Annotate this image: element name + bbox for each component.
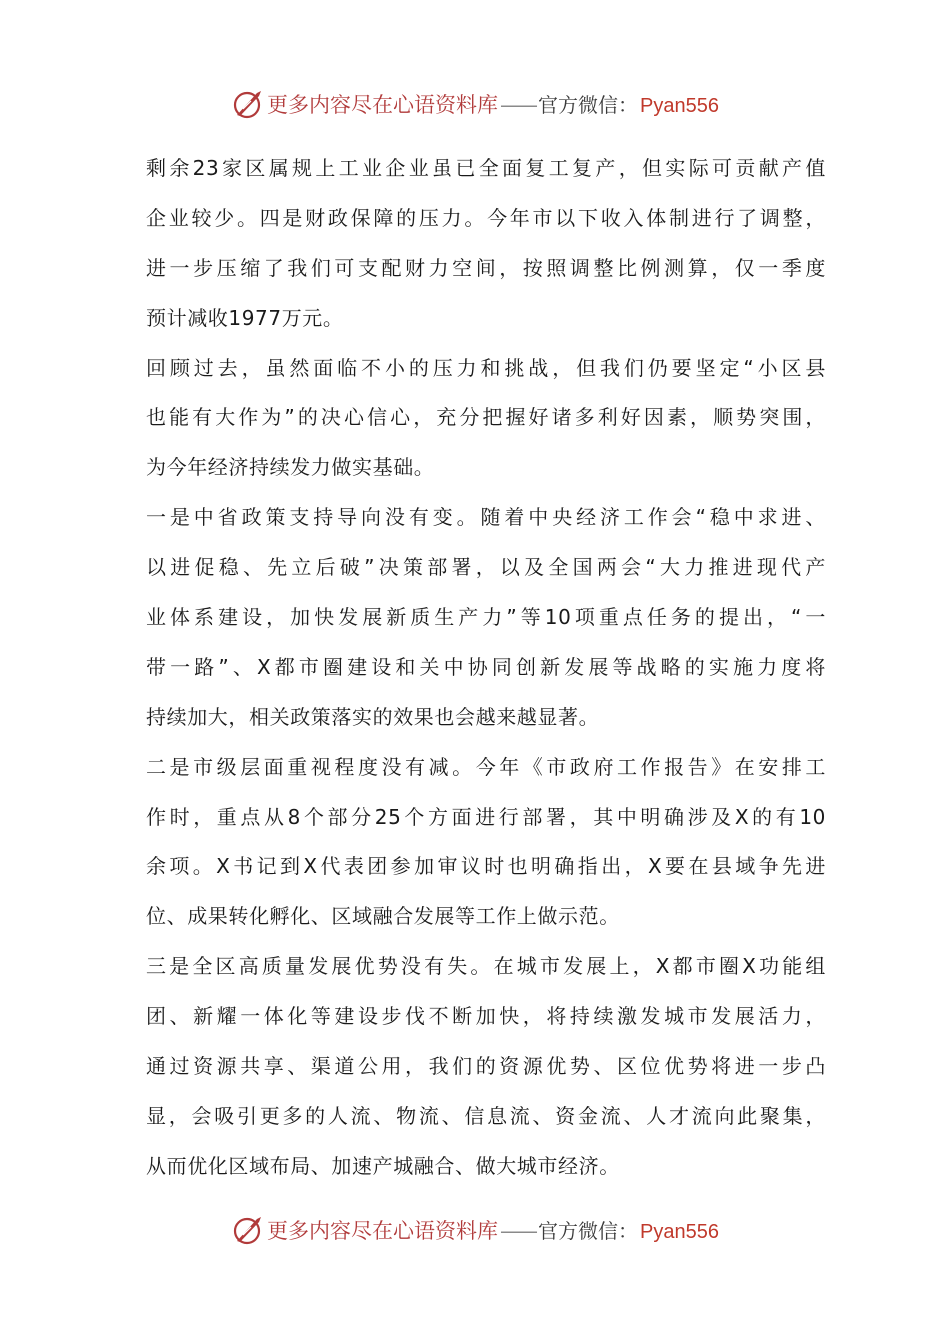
watermark-dash: —— xyxy=(500,93,537,117)
text-line: 一是中省政策支持导向没有变。随着中央经济工作会“稳中求进、 xyxy=(146,505,826,530)
text-line: 作时，重点从8个部分25个方面进行部署，其中明确涉及X的有10 xyxy=(146,804,826,829)
text-line: 带一路”、X都市圈建设和关中协同创新发展等战略的实施力度将 xyxy=(146,654,826,679)
text-line: 显，会吸引更多的人流、物流、信息流、资金流、人才流向此聚集， xyxy=(146,1103,826,1128)
text-line: 回顾过去，虽然面临不小的压力和挑战，但我们仍要坚定“小区县 xyxy=(146,355,826,380)
header-watermark xyxy=(0,84,950,124)
text-line: 预计减收1977万元。 xyxy=(146,305,344,330)
quill-circle-icon xyxy=(231,87,265,121)
text-line: 持续加大，相关政策落实的效果也会越来越显著。 xyxy=(146,704,600,729)
text-line: 企业较少。四是财政保障的压力。今年市以下收入体制进行了调整， xyxy=(146,205,826,230)
text-line: 剩余23家区属规上工业企业虽已全面复工复产，但实际可贡献产值 xyxy=(146,156,826,180)
watermark-main-text: 更多内容尽在心语资料库 xyxy=(267,93,499,117)
watermark-dash: —— xyxy=(500,1219,537,1243)
text-line: 进一步压缩了我们可支配财力空间，按照调整比例测算，仅一季度 xyxy=(146,255,826,280)
text-line: 以进促稳、先立后破”决策部署，以及全国两会“大力推进现代产 xyxy=(146,555,826,580)
watermark-wechat-id: Pyan556 xyxy=(640,95,719,117)
watermark-sub-text: 官方微信： xyxy=(538,93,639,117)
text-line: 业体系建设，加快发展新质生产力”等10项重点任务的提出，“一 xyxy=(146,605,826,630)
watermark-sub-text: 官方微信： xyxy=(538,1219,639,1243)
quill-circle-icon xyxy=(231,1213,265,1247)
text-line: 从而优化区域布局、加速产城融合、做大城市经济。 xyxy=(146,1153,620,1178)
text-line: 也能有大作为”的决心信心，充分把握好诸多利好因素，顺势突围， xyxy=(146,405,826,430)
text-line: 三是全区高质量发展优势没有失。在城市发展上，X都市圈X功能组 xyxy=(146,954,826,979)
text-line: 为今年经济持续发力做实基础。 xyxy=(146,455,435,480)
text-line: 位、成果转化孵化、区域融合发展等工作上做示范。 xyxy=(146,904,620,929)
watermark-main-text: 更多内容尽在心语资料库 xyxy=(267,1219,499,1243)
text-line: 余项。X书记到X代表团参加审议时也明确指出，X要在县域争先进 xyxy=(146,854,826,879)
watermark-wechat-id: Pyan556 xyxy=(640,1221,719,1243)
footer-watermark xyxy=(0,1210,950,1250)
text-line: 二是市级层面重视程度没有减。今年《市政府工作报告》在安排工 xyxy=(146,754,826,779)
document-body xyxy=(146,144,826,1192)
text-line: 团、新耀一体化等建设步伐不断加快，将持续激发城市发展活力， xyxy=(146,1004,826,1029)
text-line: 通过资源共享、渠道公用，我们的资源优势、区位优势将进一步凸 xyxy=(146,1054,826,1079)
